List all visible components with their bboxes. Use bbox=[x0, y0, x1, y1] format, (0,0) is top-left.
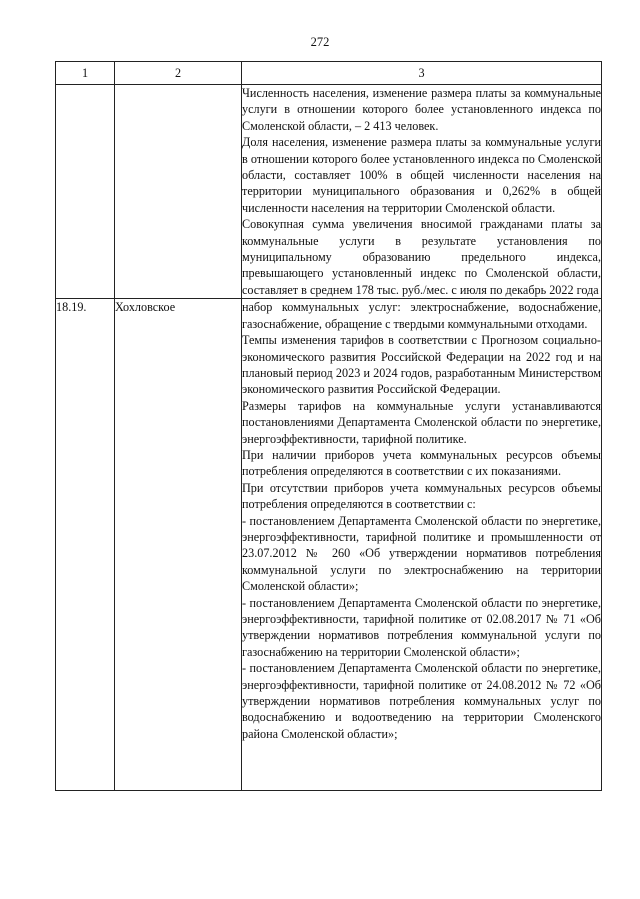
list-item: - постановлением Департамента Смоленской области по энергетике, энергоэффективности, тарифной политике от 24.08.2012 № 72 «Об утверждении нормативов потребления коммунальных услуг по водоснабжению и водоотведению на территории Смоленского района Смоленской области»; bbox=[242, 661, 601, 741]
description-paragraph: При наличии приборов учета коммунальных ресурсов объемы потребления определяются в соответствии с их показаниями. bbox=[242, 447, 601, 479]
description-cell bbox=[242, 85, 602, 299]
column-header-1: 1 bbox=[56, 62, 115, 85]
row-number-cell bbox=[56, 85, 115, 299]
table-row bbox=[56, 85, 602, 299]
description-paragraph: набор коммунальных услуг: электроснабжение, водоснабжение, газоснабжение, обращение с твердыми коммунальными отходами. bbox=[242, 300, 601, 331]
description-paragraph: Темпы изменения тарифов в соответствии с Прогнозом социально-экономического развития Российской Федерации на 2022 год и на плановый период 2023 и 2024 годов, разработанным Министерством экономического развития Российской Федерации. bbox=[242, 333, 601, 397]
description-paragraph: При отсутствии приборов учета коммунальных ресурсов объемы потребления определяются в соответствии с: bbox=[242, 480, 601, 512]
municipality-name-cell bbox=[115, 85, 242, 299]
column-header-2: 2 bbox=[115, 62, 242, 85]
description-cell bbox=[242, 299, 602, 791]
description-paragraph: Совокупная сумма увеличения вносимой гражданами платы за коммунальные услуги в результате установления по муниципальному образованию предельного индекса, превышающего установленный индекс по Смоленской области, составляет в среднем 178 тыс. руб./мес. с июля по декабрь 2022 года bbox=[242, 217, 601, 297]
document-table bbox=[55, 61, 602, 791]
description-paragraph: Размеры тарифов на коммунальные услуги устанавливаются постановлениями Департамента Смоленской области по энергетике, энергоэффективности, тарифной политике. bbox=[242, 398, 601, 446]
table-row bbox=[56, 299, 602, 791]
table-header-row bbox=[56, 62, 602, 85]
row-number-cell: 18.19. bbox=[56, 299, 115, 791]
list-item: - постановлением Департамента Смоленской области по энергетике, энергоэффективности, тарифной политике и промышленности от 23.07.2012 № 260 «Об утверждении нормативов потребления коммунальной услуги по электроснабжению на территории Смоленской области»; bbox=[242, 513, 601, 594]
description-paragraph: Доля населения, изменение размера платы за коммунальные услуги в отношении которого более установленного индекса по Смоленской области, составляет 100% в общей численности населения на территории муниципального образования и 0,262% в общей численности населения на территории Смоленской области. bbox=[242, 135, 601, 215]
page-number: 272 bbox=[310, 35, 330, 49]
column-header-3: 3 bbox=[242, 62, 602, 85]
municipality-name-cell: Хохловское bbox=[115, 299, 242, 791]
description-paragraph: Численность населения, изменение размера платы за коммунальные услуги в отношении которого более установленного индекса по Смоленской области, – 2 413 человек. bbox=[242, 86, 601, 133]
list-item: - постановлением Департамента Смоленской области по энергетике, энергоэффективности, тарифной политике от 02.08.2017 № 71 «Об утверждении нормативов потребления коммунальной услуги по газоснабжению на территории Смоленской области»; bbox=[242, 595, 601, 659]
